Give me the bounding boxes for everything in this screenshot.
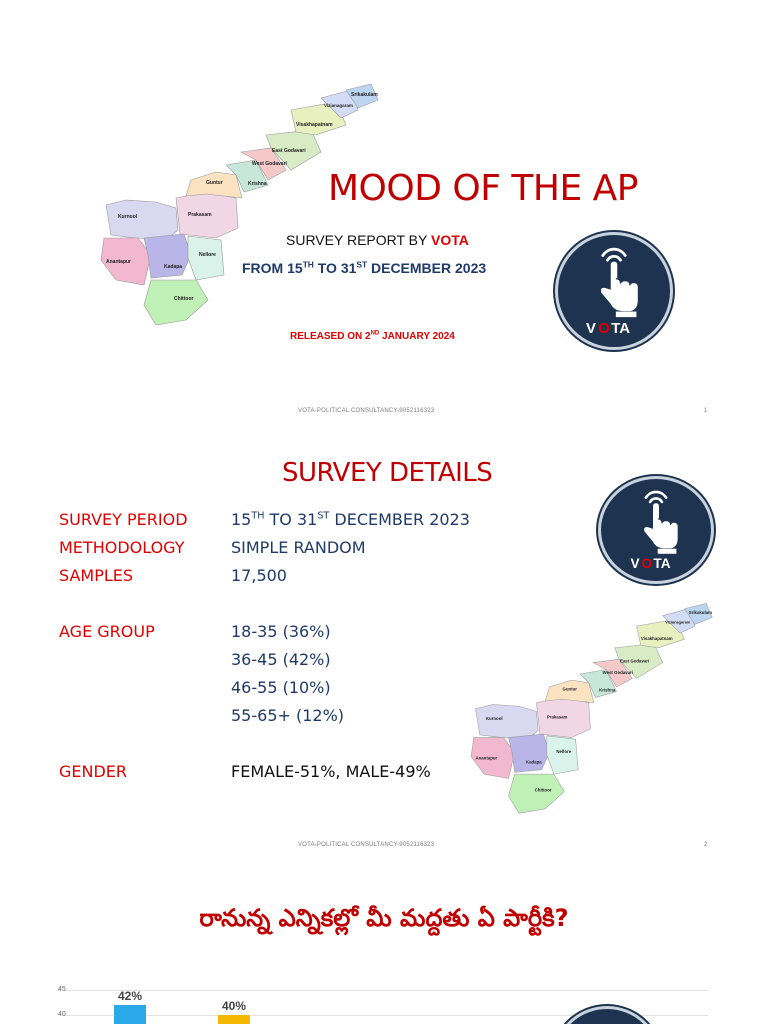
period-to-sup: ST (356, 259, 368, 270)
period-end: DECEMBER 2023 (367, 260, 487, 276)
detail-label-samples: SAMPLES (59, 566, 134, 585)
map2-label-chittoor: Chittoor (534, 787, 552, 793)
map2-label-west-godavari: West Godavari (602, 670, 633, 675)
chart-data-label: 42% (117, 989, 143, 1003)
map-label-guntur: Guntur (206, 180, 223, 186)
detail-value-age-2: 36-45 (42%) (231, 650, 331, 669)
logo-2-o: O (641, 556, 653, 572)
slide-1-title: MOOD OF THE AP (328, 168, 638, 209)
ap-district-map-2 (462, 600, 724, 822)
survey-report-prefix: SURVEY REPORT BY (286, 232, 431, 248)
slide-1-footer: VOTA-POLITICAL CONSULTANCY-9052116323 (298, 408, 435, 414)
map-label-vizianagaram: Vizianagaram (324, 103, 353, 108)
period-day-start: 15 (231, 510, 252, 529)
released-end: JANUARY 2024 (379, 331, 455, 342)
detail-value-samples: 17,500 (231, 566, 287, 585)
map2-label-nellore: Nellore (556, 749, 572, 755)
map-label-krishna: Krishna (248, 181, 267, 187)
vota-logo-2 (598, 476, 714, 584)
region-nellore (188, 236, 224, 280)
slide-2-page-number: 2 (704, 842, 708, 848)
map2-label-kadapa: Kadapa (525, 759, 542, 765)
map2-label-krishna: Krishna (599, 687, 616, 693)
period-from: FROM 15 (242, 260, 303, 276)
map-label-east-godavari: East Godavari (272, 148, 306, 154)
logo-2-v: V (630, 556, 640, 572)
released-prefix: RELEASED ON 2 (290, 331, 371, 342)
map-label-prakasam: Prakasam (188, 212, 212, 218)
slide-2-title: SURVEY DETAILS (282, 458, 493, 488)
map2-label-anantapur: Anantapur (475, 755, 498, 761)
logo-o: O (598, 320, 610, 337)
map2-label-prakasam: Prakasam (546, 714, 568, 720)
vota-logo (555, 232, 673, 350)
period-month: DECEMBER 2023 (329, 510, 470, 529)
detail-label-age-group: AGE GROUP (59, 622, 155, 641)
survey-period-line (242, 260, 486, 276)
map-label-anantapur: Anantapur (106, 259, 131, 265)
map-label-visakhapatnam: Visakhapatnam (296, 122, 333, 128)
chart-y-tick: 45 (58, 986, 66, 993)
detail-value-age-1: 18-35 (36%) (231, 622, 331, 641)
slide-2-footer: VOTA-POLITICAL CONSULTANCY-9052116323 (298, 842, 435, 848)
hand-pointer-icon (558, 235, 670, 347)
chart-bar (114, 1005, 146, 1024)
chart-bar (218, 1015, 250, 1024)
region-kadapa (144, 234, 191, 278)
released-line (290, 331, 455, 342)
detail-label-methodology: METHODOLOGY (59, 538, 185, 557)
map-label-srikakulam: Srikakulam (351, 92, 378, 98)
map-label-kurnool: Kurnool (118, 214, 138, 220)
chart-y-tick: 40 (58, 1011, 66, 1018)
detail-value-gender: FEMALE-51%, MALE-49% (231, 762, 431, 781)
map-label-chittoor: Chittoor (174, 296, 194, 302)
period-day-end-sup: ST (317, 510, 330, 522)
slide-2 (0, 432, 768, 864)
period-day-start-sup: TH (251, 510, 265, 522)
detail-value-age-3: 46-55 (10%) (231, 678, 331, 697)
region-chittoor (144, 280, 208, 325)
detail-value-age-4: 55-65+ (12%) (231, 706, 345, 725)
detail-row-period (59, 510, 188, 529)
slide-1-page-number: 1 (704, 408, 708, 414)
slide-3 (0, 864, 768, 1024)
logo-ta: TA (611, 320, 630, 337)
map2-label-srikakulam: Srikakulam (688, 609, 712, 615)
region-kurnool (106, 200, 178, 240)
map2-label-vizianagaram: Vizianagaram (665, 619, 691, 625)
period-day-end: TO 31 (264, 510, 318, 529)
slide-1 (0, 0, 768, 432)
chart-gridline (64, 990, 708, 991)
hand-pointer-icon (601, 479, 711, 581)
released-sup: ND (370, 330, 380, 337)
period-from-sup: TH (302, 259, 314, 270)
map2-label-kurnool: Kurnool (485, 716, 503, 722)
period-to: TO 31 (313, 260, 357, 276)
map-label-kadapa: Kadapa (164, 264, 183, 270)
detail-label-period: SURVEY PERIOD (59, 510, 188, 529)
region-chittoor (509, 774, 565, 813)
slide-3-question: రానున్న ఎన్నికల్లో మీ మద్దతు ఏ పార్టీకి? (199, 904, 569, 932)
ap-map-svg-2 (462, 600, 724, 822)
region-nellore (547, 736, 578, 774)
map2-label-east-godavari: East Godavari (619, 658, 650, 664)
region-kurnool (475, 704, 538, 739)
chart-data-label: 40% (221, 999, 247, 1013)
logo-v: V (586, 320, 596, 337)
map2-label-visakhapatnam: Visakhapatnam (640, 636, 673, 642)
region-kadapa (509, 734, 550, 772)
map-label-nellore: Nellore (199, 252, 216, 258)
detail-label-gender: GENDER (59, 762, 128, 781)
detail-value-methodology: SIMPLE RANDOM (231, 538, 366, 557)
map-label-west-godavari: West Godavari (252, 161, 287, 167)
detail-value-period (231, 510, 470, 529)
survey-report-line (286, 232, 469, 248)
logo-2-ta: TA (653, 556, 671, 572)
survey-report-brand: VOTA (431, 232, 469, 248)
map2-label-guntur: Guntur (562, 686, 578, 692)
